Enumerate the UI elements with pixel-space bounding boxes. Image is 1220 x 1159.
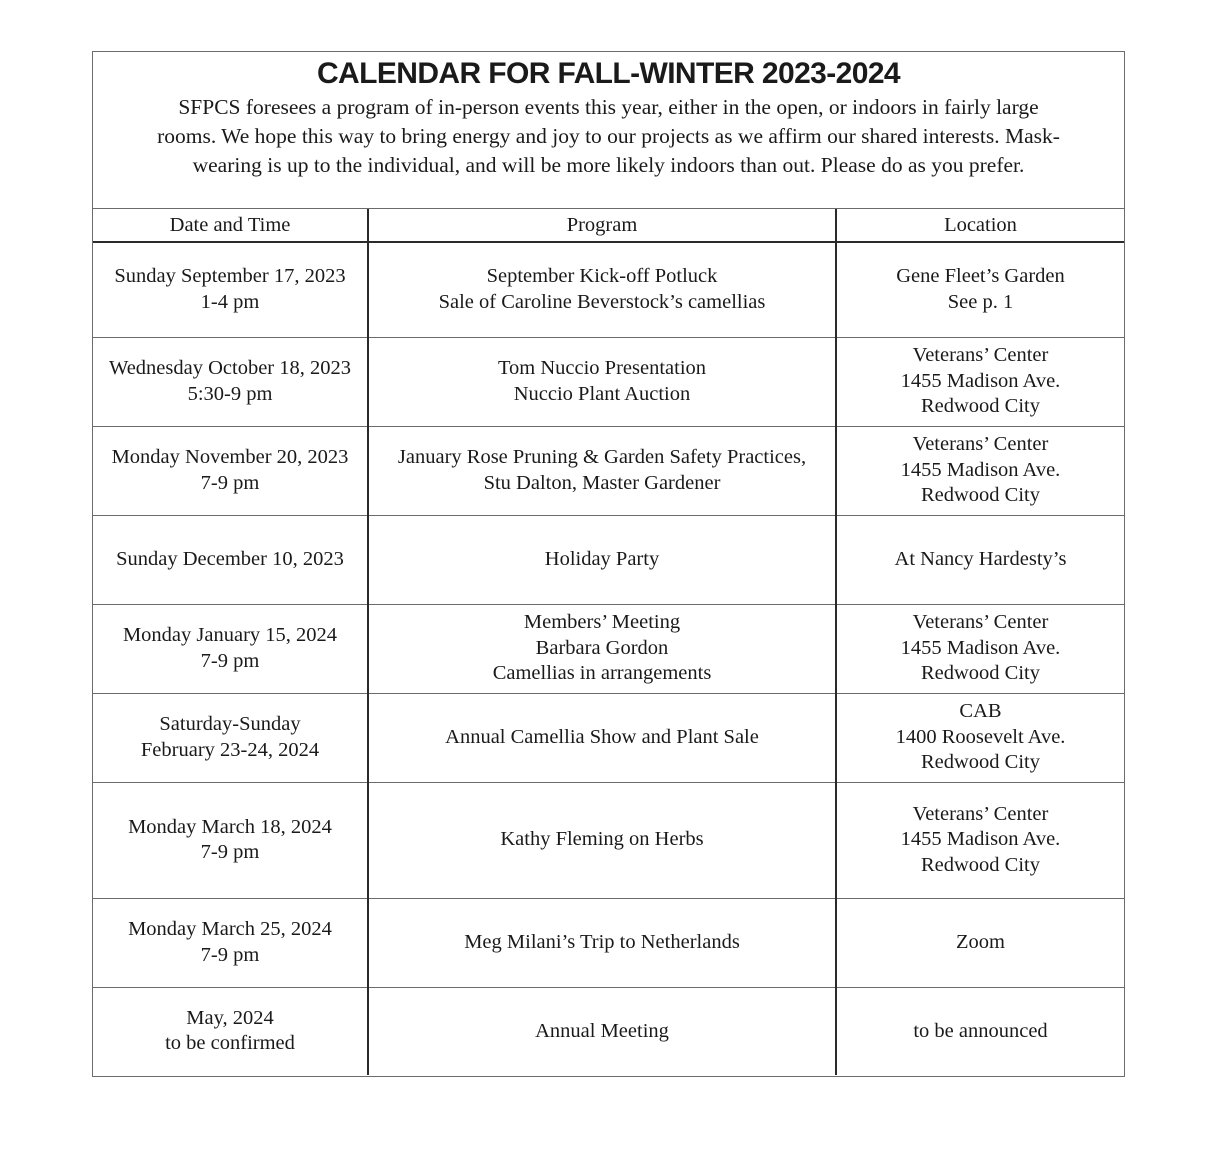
event-date-line: 7-9 pm bbox=[200, 841, 260, 863]
event-program-cell bbox=[368, 987, 836, 1075]
event-date-line: to be confirmed bbox=[165, 1032, 295, 1055]
event-location-cell bbox=[836, 426, 1124, 515]
table-header-row bbox=[93, 209, 1124, 242]
event-date-cell bbox=[93, 693, 368, 782]
event-location-cell bbox=[836, 337, 1124, 426]
event-program-cell bbox=[368, 693, 836, 782]
event-location-cell bbox=[836, 693, 1124, 782]
event-date-line: Sunday December 10, 2023 bbox=[116, 547, 344, 570]
event-date-line: Saturday-Sunday bbox=[159, 713, 301, 735]
event-location-line: 1455 Madison Ave. bbox=[900, 636, 1061, 659]
event-date-line: 7-9 pm bbox=[200, 471, 260, 494]
event-date-line: Wednesday October 18, 2023 bbox=[108, 357, 351, 379]
event-date-cell bbox=[93, 337, 368, 426]
event-date-cell bbox=[93, 782, 368, 898]
column-header-date: Date and Time bbox=[93, 209, 368, 242]
event-location-line: Veterans’ Center bbox=[912, 433, 1049, 456]
calendar-document bbox=[92, 51, 1125, 1077]
calendar-title: CALENDAR FOR FALL-WINTER 2023-2024 bbox=[316, 57, 900, 90]
event-program-line: January Rose Pruning & Garden Safety Practices, bbox=[397, 446, 807, 468]
event-location-cell bbox=[836, 242, 1124, 337]
column-header-location: Location bbox=[836, 209, 1124, 242]
event-location-line: Veterans’ Center bbox=[912, 802, 1049, 825]
table-row bbox=[93, 242, 1124, 337]
event-location-line: Veterans’ Center bbox=[912, 344, 1049, 367]
event-location-cell bbox=[836, 515, 1124, 604]
event-location-line: Redwood City bbox=[920, 853, 1041, 876]
event-program-cell bbox=[368, 242, 836, 337]
event-program-cell bbox=[368, 426, 836, 515]
event-program-line: Stu Dalton, Master Gardener bbox=[483, 471, 721, 494]
event-date-cell bbox=[93, 987, 368, 1075]
event-date-cell bbox=[93, 515, 368, 604]
event-location-line: CAB bbox=[959, 700, 1002, 723]
event-date-cell bbox=[93, 604, 368, 693]
table-row bbox=[93, 898, 1124, 987]
event-location-cell bbox=[836, 604, 1124, 693]
table-row bbox=[93, 782, 1124, 898]
event-location-line: Zoom bbox=[956, 930, 1005, 953]
event-location-line: 1455 Madison Ave. bbox=[900, 458, 1061, 481]
event-location-line: Redwood City bbox=[920, 484, 1041, 507]
event-date-line: 7-9 pm bbox=[200, 943, 260, 966]
event-program-line: Barbara Gordon bbox=[535, 636, 669, 659]
event-location-line: 1455 Madison Ave. bbox=[900, 828, 1061, 851]
events-body bbox=[93, 242, 1124, 1075]
event-date-line: February 23-24, 2024 bbox=[140, 738, 320, 761]
event-program-cell bbox=[368, 898, 836, 987]
intro-paragraph bbox=[105, 93, 1112, 180]
event-date-line: Monday January 15, 2024 bbox=[122, 624, 338, 646]
event-date-line: Monday March 25, 2024 bbox=[128, 918, 332, 940]
event-location-line: 1455 Madison Ave. bbox=[900, 369, 1061, 392]
intro-line: SFPCS foresees a program of in-person events this year, either in the open, or indoors in fairly large bbox=[178, 95, 1039, 119]
event-program-line: Kathy Fleming on Herbs bbox=[500, 828, 704, 851]
intro-line: wearing is up to the individual, and will be more likely indoors than out. Please do as you prefer. bbox=[192, 153, 1025, 177]
event-date-line: 1-4 pm bbox=[200, 290, 260, 313]
event-location-cell bbox=[836, 782, 1124, 898]
event-date-line: Sunday September 17, 2023 bbox=[114, 265, 346, 288]
event-date-line: 7-9 pm bbox=[200, 649, 260, 672]
table-row bbox=[93, 987, 1124, 1075]
event-location-line: See p. 1 bbox=[947, 290, 1014, 313]
event-program-line: September Kick-off Potluck bbox=[486, 265, 718, 288]
table-row bbox=[93, 337, 1124, 426]
event-program-cell bbox=[368, 337, 836, 426]
event-date-line: 5:30-9 pm bbox=[187, 382, 273, 405]
event-location-line: Redwood City bbox=[920, 395, 1041, 418]
event-program-line: Members’ Meeting bbox=[523, 611, 681, 634]
column-header-program: Program bbox=[368, 209, 836, 242]
event-location-line: At Nancy Hardesty’s bbox=[894, 547, 1067, 570]
event-location-line: Veterans’ Center bbox=[912, 611, 1049, 634]
calendar-header bbox=[93, 52, 1124, 209]
event-program-line: Meg Milani’s Trip to Netherlands bbox=[464, 930, 740, 953]
event-program-cell bbox=[368, 782, 836, 898]
event-location-cell bbox=[836, 987, 1124, 1075]
table-row bbox=[93, 515, 1124, 604]
event-program-line: Annual Camellia Show and Plant Sale bbox=[445, 725, 759, 748]
event-program-cell bbox=[368, 515, 836, 604]
event-program-line: Annual Meeting bbox=[535, 1019, 669, 1042]
table-row bbox=[93, 426, 1124, 515]
event-location-line: to be announced bbox=[913, 1019, 1048, 1042]
table-row bbox=[93, 693, 1124, 782]
event-program-line: Nuccio Plant Auction bbox=[513, 382, 691, 405]
table-row bbox=[93, 604, 1124, 693]
event-program-line: Holiday Party bbox=[544, 547, 660, 570]
event-location-line: Redwood City bbox=[920, 662, 1041, 685]
event-date-cell bbox=[93, 898, 368, 987]
event-program-line: Sale of Caroline Beverstock’s camellias bbox=[438, 290, 766, 313]
event-program-cell bbox=[368, 604, 836, 693]
event-location-cell bbox=[836, 898, 1124, 987]
event-location-line: 1400 Roosevelt Ave. bbox=[895, 725, 1066, 748]
event-date-line: Monday November 20, 2023 bbox=[111, 446, 349, 468]
events-table bbox=[93, 209, 1124, 1075]
intro-line: rooms. We hope this way to bring energy and joy to our projects as we affirm our shared interests. Mask- bbox=[157, 124, 1060, 148]
event-date-cell bbox=[93, 242, 368, 337]
event-program-line: Camellias in arrangements bbox=[492, 662, 712, 685]
event-date-cell bbox=[93, 426, 368, 515]
event-program-line: Tom Nuccio Presentation bbox=[497, 357, 707, 379]
event-date-line: May, 2024 bbox=[186, 1006, 274, 1029]
event-date-line: Monday March 18, 2024 bbox=[128, 815, 332, 838]
event-location-line: Gene Fleet’s Garden bbox=[896, 265, 1065, 288]
event-location-line: Redwood City bbox=[920, 751, 1041, 774]
